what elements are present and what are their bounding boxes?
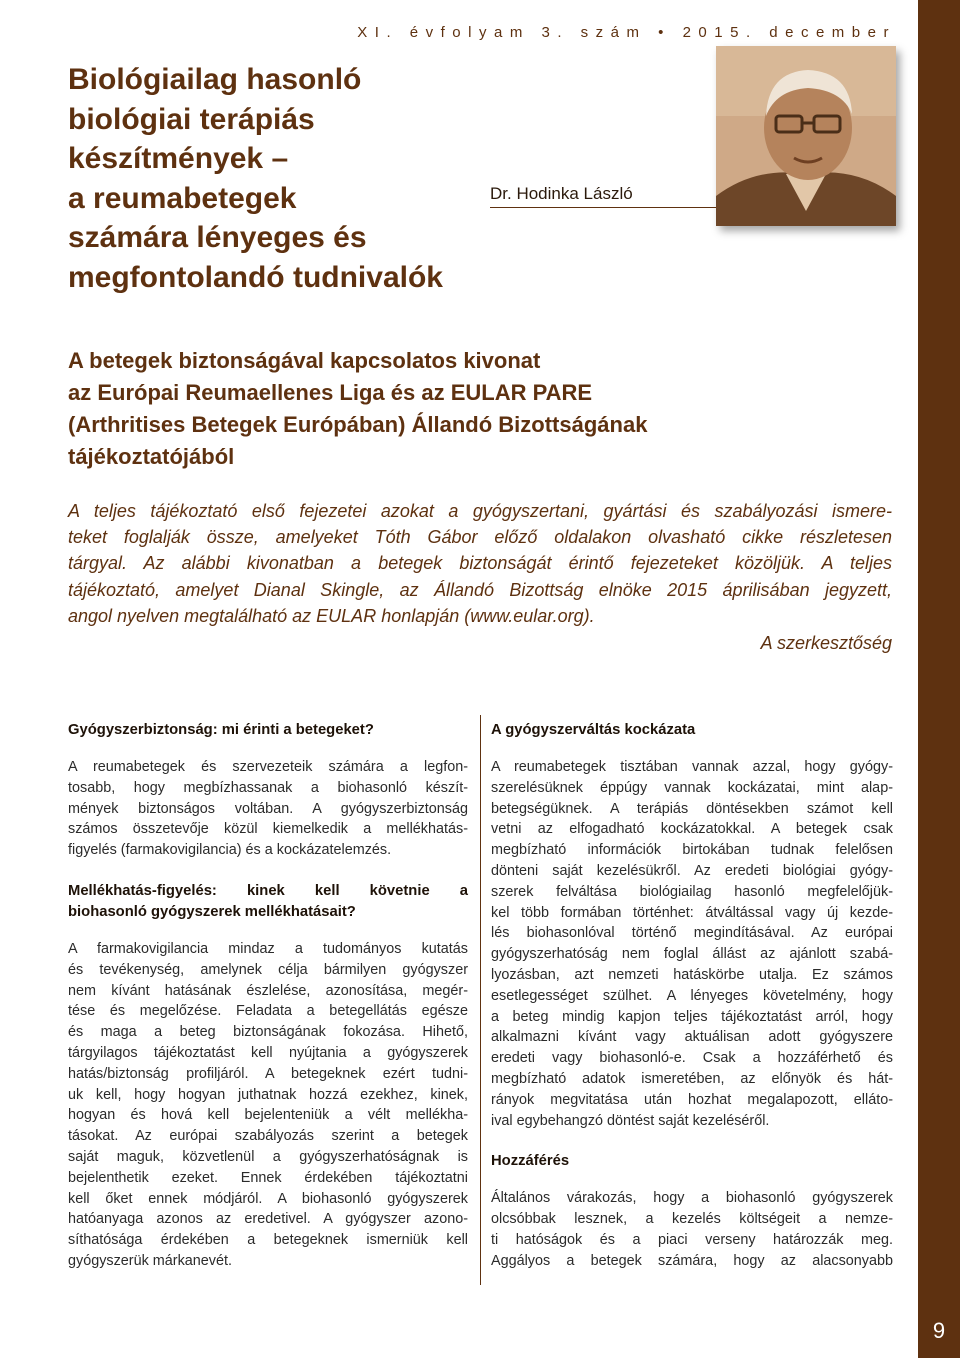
subtitle-line: az Európai Reumaellenes Liga és az EULAR PARE — [68, 380, 593, 405]
lead-line: teket foglalják össze, amelyeket Tóth Gábor előző oldalakon olvasható cikke részletesen — [68, 527, 892, 548]
text-line: szerelésüknek éppúgy vannak kockázatai, mint alap- — [491, 779, 893, 796]
lead-line: tárgyal. Az alábbi kivonatban a betegek biztonságát érintő fejezeteket közöljük. A teljes — [68, 553, 892, 574]
editorial-signature: A szerkesztőség — [760, 633, 892, 654]
text-line: bejelenthetik ezeket. Ennek érdekében tájékoztatni — [68, 1169, 468, 1186]
paragraph-pharmacovigilance — [68, 939, 468, 1272]
text-line: rányok megvitatása után hozhat megalapozott, elláto- — [491, 1091, 893, 1108]
article-subtitle — [68, 345, 888, 473]
text-line: megbízható információk birtokában tudnak felelősen — [491, 842, 893, 859]
text-line: alkalmazni kívánt vagy aktuálisan adott gyógyszere — [491, 1029, 893, 1046]
column-divider — [480, 715, 481, 1285]
title-line: a reumabetegek — [68, 181, 297, 215]
lead-paragraph — [68, 498, 892, 656]
text-line: síthatósága érdekében a betegeknek ismerniük kell — [68, 1232, 468, 1249]
text-line: hatás/biztonság profiljáról. A betegeknek ezért tudni- — [68, 1065, 468, 1082]
text-line: tosabb, hogy megbízhassanak a biohasonló készít- — [68, 779, 468, 796]
author-rule — [490, 207, 716, 208]
page-number: 9 — [932, 1318, 946, 1343]
title-line: megfontolandó tudnivalók — [68, 260, 443, 294]
heading-drug-safety: Gyógyszerbiztonság: mi érinti a betegeket? — [68, 722, 374, 738]
subtitle-line: tájékoztatójából — [68, 444, 235, 469]
author-portrait — [716, 46, 896, 226]
text-line: dönteni saját kezelésükről. Az eredeti biológiai gyógy- — [491, 862, 893, 879]
text-line: uk kell, hogy hogyan juthatnak hozzá ezekhez, kinek, — [68, 1086, 468, 1103]
text-line: megbízható adatok ismeretében, az előnyök és hát- — [491, 1070, 893, 1087]
lead-line: angol nyelven megtalálható az EULAR honlapján (www.eular.org). — [68, 605, 595, 626]
text-line: mények biztonságos voltában. A gyógyszerbiztonság — [68, 800, 468, 817]
text-line: hatóanyaga azonos az eredetivel. A gyógyszer azono- — [68, 1211, 468, 1228]
title-line: Biológiailag hasonló — [68, 63, 362, 96]
author-name: Dr. Hodinka László — [490, 184, 633, 203]
text-line: lyozásban, azt nemzeti hatáskörbe utalja. Ez számos — [491, 966, 893, 983]
text-line: ti hatóságok és a piaci verseny határozzák meg. — [491, 1231, 893, 1248]
portrait-photo — [716, 46, 896, 226]
subtitle-line: (Arthritises Betegek Európában) Állandó Bizottságának — [68, 412, 648, 437]
text-line: gyógyszerhatóság nem foglal állást az ajánlott szabá- — [491, 946, 893, 963]
text-line: kel több formában történhet: átváltással vagy új kezde- — [491, 904, 893, 921]
text-line: ival egybehangzó döntést saját kezeléséről. — [491, 1112, 770, 1129]
text-line: A farmakovigilancia mindaz a tudományos kutatás — [68, 940, 468, 957]
title-line: számára lényeges és — [68, 221, 367, 254]
text-line: Általános várakozás, hogy a biohasonló gyógyszerek — [491, 1190, 893, 1207]
heading-access: Hozzáférés — [491, 1153, 570, 1170]
text-line: eredeti vagy biohasonló-e. Csak a hozzáférhető és — [491, 1050, 893, 1067]
heading-line: biohasonló gyógyszerek mellékhatásait? — [68, 903, 356, 920]
text-line: saját maguk, közvetlenül a gyógyszerhatóságnak is — [68, 1148, 468, 1165]
subtitle-line: A betegek biztonságával kapcsolatos kivonat — [68, 348, 541, 373]
heading-line: Mellékhatás-figyelés: kinek kell követnie a — [68, 882, 468, 899]
heading-pharmacovigilance — [68, 881, 468, 923]
text-line: gyógyszerük márkanevét. — [68, 1252, 232, 1269]
article-title — [68, 60, 443, 297]
text-line: A reumabetegek és szervezeteik számára a legfon- — [68, 759, 468, 775]
text-line: olcsóbbak lesznek, a kezelés költségeit a nemze- — [491, 1211, 893, 1228]
text-line: lés biohasonlóval történő megindításával. Az európai — [491, 925, 893, 942]
text-line: nem kívánt hatásának észlelése, azonosítása, megér- — [68, 982, 468, 999]
text-line: hogyan és hová kell bejelenteniük a vélt mellékha- — [68, 1107, 468, 1124]
text-line: tárgyilagos tájékoztatást kell nyújtania a gyógyszerek — [68, 1044, 468, 1061]
decorative-sidebar — [918, 0, 960, 1358]
text-line: számos összetevője közül kiemelkedik a mellékhatás- — [68, 821, 468, 838]
paragraph-access — [491, 1188, 893, 1271]
text-line: a beteg mindig kapjon teljes tájékoztatást arról, hogy — [491, 1008, 893, 1025]
lead-line: tájékoztató, amelyet Dianal Skingle, az Állandó Bizottság elnöke 2015 áprilisában jegyzett, — [68, 579, 892, 600]
text-line: A reumabetegek tisztában vannak azzal, hogy gyógy- — [491, 759, 893, 775]
text-line: tásokat. Az európai szabályozás szerint a betegek — [68, 1128, 468, 1145]
issue-line: XI. évfolyam 3. szám • 2015. december — [357, 24, 896, 41]
title-line: biológiai terápiás — [68, 102, 315, 136]
paragraph-drug-safety — [68, 757, 468, 861]
paragraph-switching-risk — [491, 757, 893, 1131]
left-column — [68, 720, 468, 1272]
text-line: szerek felváltása biológiailag hasonló megfelelőjük- — [491, 883, 893, 900]
text-line: Aggályos a betegek számára, hogy az alacsonyabb — [491, 1252, 893, 1269]
lead-line: A teljes tájékoztató első fejezetei azokat a gyógyszertani, gyártási és szabályozási ismere- — [68, 501, 892, 521]
right-column — [491, 720, 893, 1272]
title-line: készítmények – — [68, 142, 289, 175]
text-line: és maga a beteg biztonságának fokozása. Hihető, — [68, 1024, 468, 1041]
heading-switching-risk: A gyógyszerváltás kockázata — [491, 722, 696, 738]
text-line: esetlegességet szülhet. A lényeges követelmény, hogy — [491, 987, 893, 1004]
text-line: tése és megelőzése. Feladata a betegellátás egésze — [68, 1003, 468, 1020]
text-line: és tevékenység, amelynek célja bármilyen gyógyszer — [68, 961, 468, 978]
text-line: betegségüknek. A terápiás döntésekben számot kell — [491, 800, 893, 817]
text-line: vetni az elfogadható kockázatokkal. A betegek csak — [491, 821, 893, 838]
text-line: figyelés (farmakovigilancia) és a kockázatelemzés. — [68, 842, 392, 859]
text-line: kell őket ennek módjáról. A biohasonló gyógyszerek — [68, 1190, 468, 1207]
